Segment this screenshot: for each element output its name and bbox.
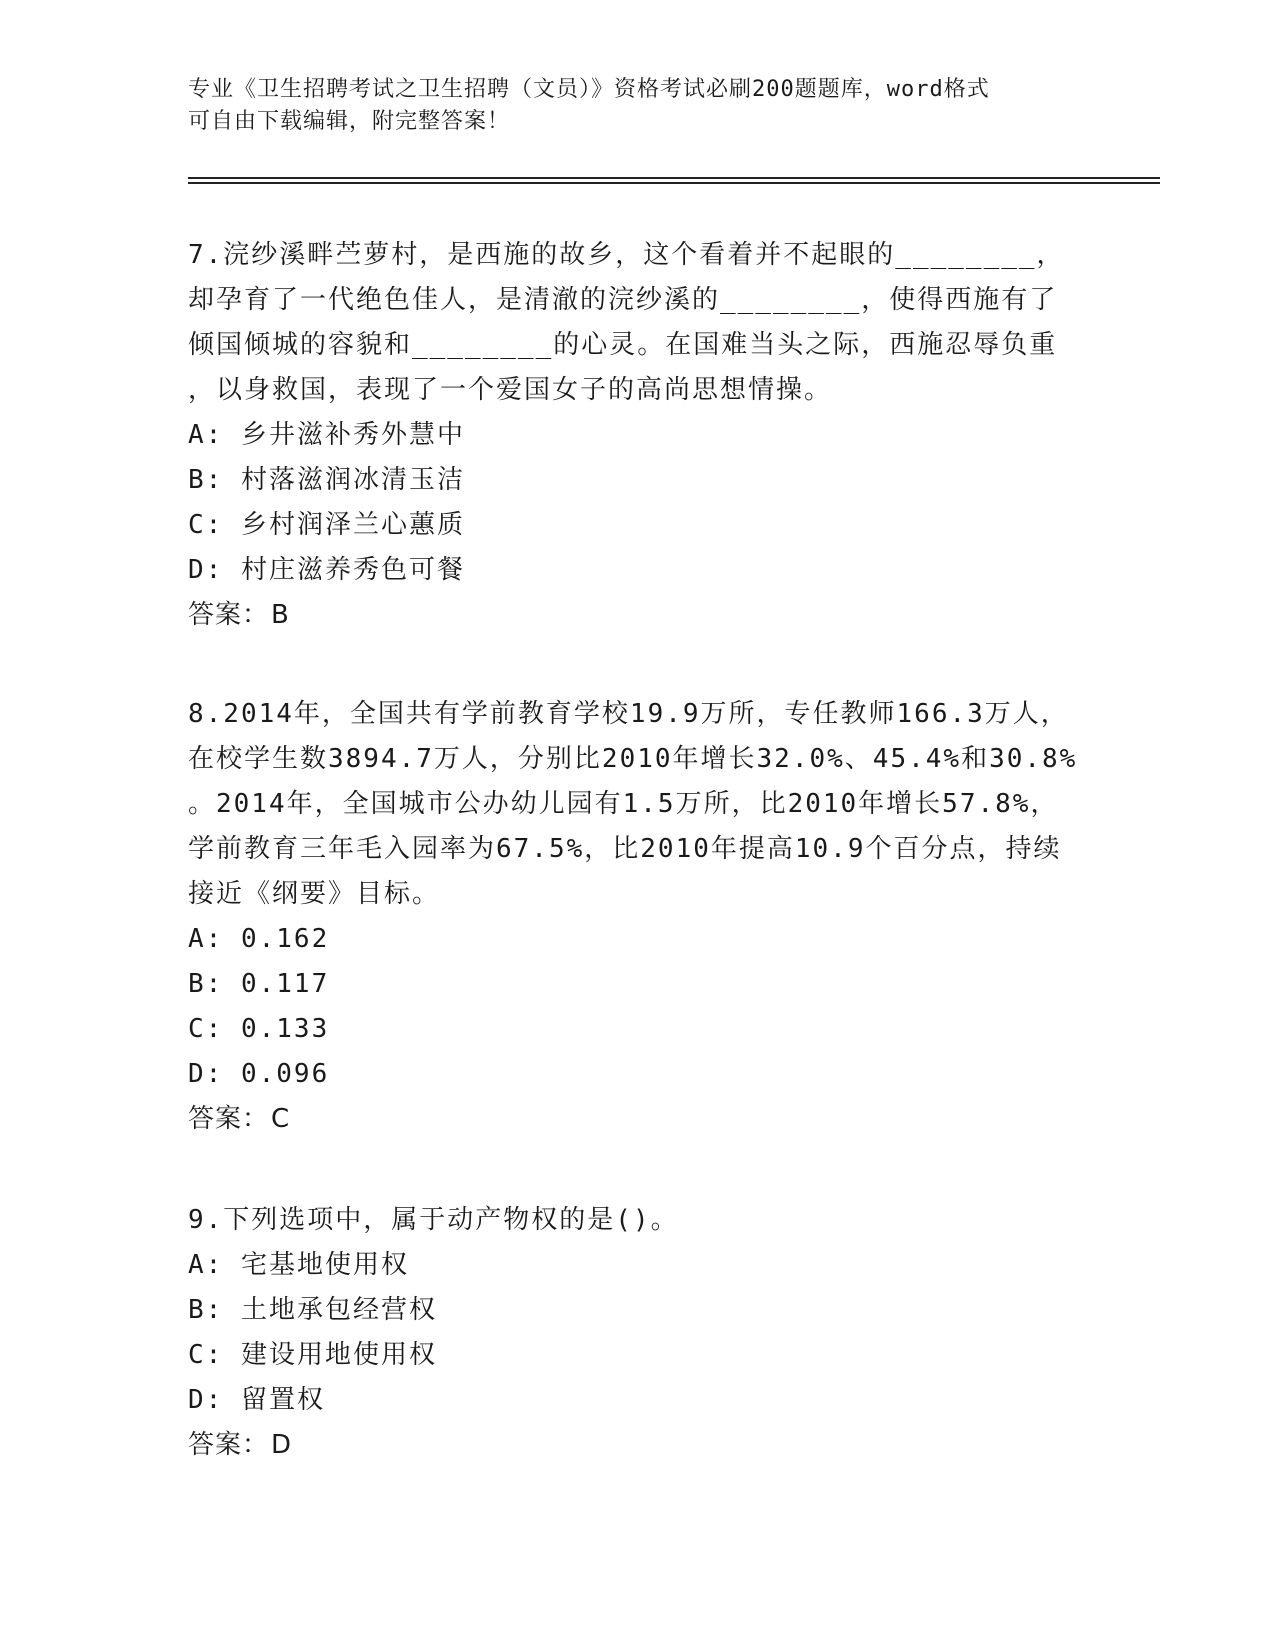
- answer-label: 答案：: [188, 1104, 270, 1134]
- option-d: D: 0.096: [188, 1059, 330, 1089]
- option-b: B: 土地承包经营权: [188, 1295, 437, 1325]
- document-header: [188, 74, 1088, 138]
- answer-label: 答案：: [188, 1430, 270, 1460]
- header-divider-top: [188, 177, 1160, 179]
- question-stem-line: 8.2014年，全国共有学前教育学校19.9万所，专任教师166.3万人，: [188, 699, 1069, 729]
- answer-label: 答案：: [188, 600, 270, 630]
- option-c: C: 0.133: [188, 1014, 330, 1044]
- option-a: A: 宅基地使用权: [188, 1250, 409, 1280]
- header-line-1: 专业《卫生招聘考试之卫生招聘（文员）》资格考试必刷200题题库，word格式: [188, 77, 990, 102]
- option-a: A: 乡井滋补秀外慧中: [188, 420, 465, 450]
- option-b: B: 村落滋润冰清玉洁: [188, 465, 465, 495]
- question-8: [188, 692, 1088, 1142]
- question-stem-line: 却孕育了一代绝色佳人，是清澈的浣纱溪的________，使得西施有了: [188, 285, 1058, 315]
- question-stem-line: 。2014年，全国城市公办幼儿园有1.5万所，比2010年增长57.8%，: [188, 789, 1059, 819]
- question-stem-line: 倾国倾城的容貌和________的心灵。在国难当头之际，西施忍辱负重: [188, 330, 1058, 360]
- question-7: [188, 233, 1088, 638]
- answer-value: C: [271, 1104, 291, 1134]
- header-line-2: 可自由下载编辑，附完整答案！: [188, 109, 511, 134]
- question-stem-line: ，以身救国，表现了一个爱国女子的高尚思想情操。: [188, 375, 833, 405]
- option-d: D: 留置权: [188, 1385, 325, 1415]
- option-b: B: 0.117: [188, 969, 330, 999]
- answer-value: D: [271, 1430, 293, 1460]
- answer-line: [188, 1097, 1088, 1142]
- question-stem-line: 7.浣纱溪畔苎萝村，是西施的故乡，这个看着并不起眼的________，: [188, 240, 1065, 270]
- answer-line: [188, 593, 1088, 638]
- question-9: [188, 1198, 1088, 1468]
- answer-value: B: [271, 600, 290, 630]
- question-stem-line: 接近《纲要》目标。: [188, 879, 441, 909]
- option-c: C: 建设用地使用权: [188, 1340, 437, 1370]
- option-c: C: 乡村润泽兰心蕙质: [188, 510, 465, 540]
- answer-line: [188, 1423, 1088, 1468]
- question-stem-line: 9.下列选项中，属于动产物权的是()。: [188, 1205, 679, 1235]
- option-a: A: 0.162: [188, 924, 330, 954]
- option-d: D: 村庄滋养秀色可餐: [188, 555, 465, 585]
- header-divider-bottom: [188, 182, 1160, 184]
- question-stem-line: 在校学生数3894.7万人，分别比2010年增长32.0%、45.4%和30.8%: [188, 744, 1078, 774]
- question-stem-line: 学前教育三年毛入园率为67.5%，比2010年提高10.9个百分点，持续: [188, 834, 1062, 864]
